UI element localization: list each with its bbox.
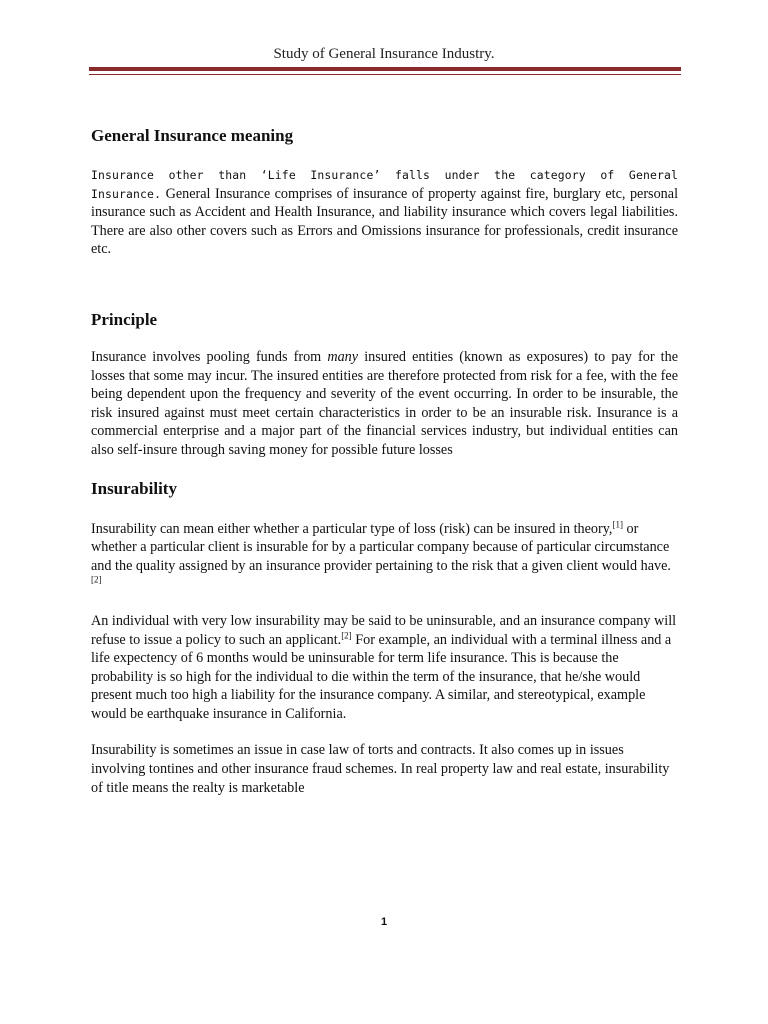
heading-general-insurance: General Insurance meaning: [91, 126, 294, 145]
insurability-text-a: Insurability can mean either whether a particular type of loss (risk) can be insured in theory,: [91, 520, 613, 537]
insurability-text-b: or whether a particular client is insurable for by a particular company because of particular circumstance and the quality assigned by an insurance provider pertaining to the risk that a given client would have.: [91, 520, 671, 574]
paragraph-general-insurance: [91, 166, 678, 259]
citation-ref-2b[interactable]: [2]: [341, 629, 352, 640]
citation-ref-2[interactable]: [2]: [91, 574, 102, 585]
header-rule-thin: [89, 74, 681, 75]
principle-emphasis: many: [327, 348, 359, 365]
insurability2-text-a: An individual with very low insurability may be said to be uninsurable, and an insurance company will refuse to issue a policy to such an applicant.: [91, 612, 677, 648]
paragraph-first-line: Insurance other than ‘Life Insurance’ falls under the category of General Insurance.: [91, 168, 678, 201]
paragraph-insurability-1: [91, 520, 678, 594]
principle-text-b: insured entities (known as exposures) to pay for the losses that some may incur. The insured entities are therefore protected from risk for a fee, with the fee being dependent upon the frequency and severity of the event occurring. In order to be insurable, the risk insured against must meet certain characteristics in order to be an insurable risk. Insurance is a commercial enterprise and a major part of the financial services industry, but individual entities can also self-insure through saving money for possible future losses: [91, 348, 679, 458]
document-body: [91, 126, 678, 797]
paragraph-rest: General Insurance comprises of insurance of property against fire, burglary etc, personal insurance such as Accident and Health Insurance, and liability insurance which covers legal liabilities. There are also other covers such as Errors and Omissions insurance for professionals, credit insurance etc.: [91, 185, 679, 258]
paragraph-insurability-3: Insurability is sometimes an issue in case law of torts and contracts. It also comes up in issues involving tontines and other insurance fraud schemes. In real property law and real estate, insurability of title means the realty is marketable: [91, 742, 670, 796]
paragraph-principle: [91, 348, 678, 460]
running-header: Study of General Insurance Industry.: [273, 46, 495, 62]
paragraph-insurability-2: [91, 612, 678, 724]
principle-text-a: Insurance involves pooling funds from: [91, 348, 322, 365]
page-number: 1: [380, 916, 388, 928]
header-rule-thick: [89, 67, 681, 71]
citation-ref-1[interactable]: [1]: [612, 518, 623, 529]
heading-principle: Principle: [91, 309, 158, 329]
insurability2-text-b: For example, an individual with a terminal illness and a life expectency of 6 months would be uninsurable for term life insurance. This is because the probability is so high for the individual to die within the term of the insurance, that he/she would present much too high a liability for the insurance company. A similar, and stereotypical, example would be earthquake insurance in California.: [91, 631, 672, 722]
heading-insurability: Insurability: [91, 478, 177, 498]
